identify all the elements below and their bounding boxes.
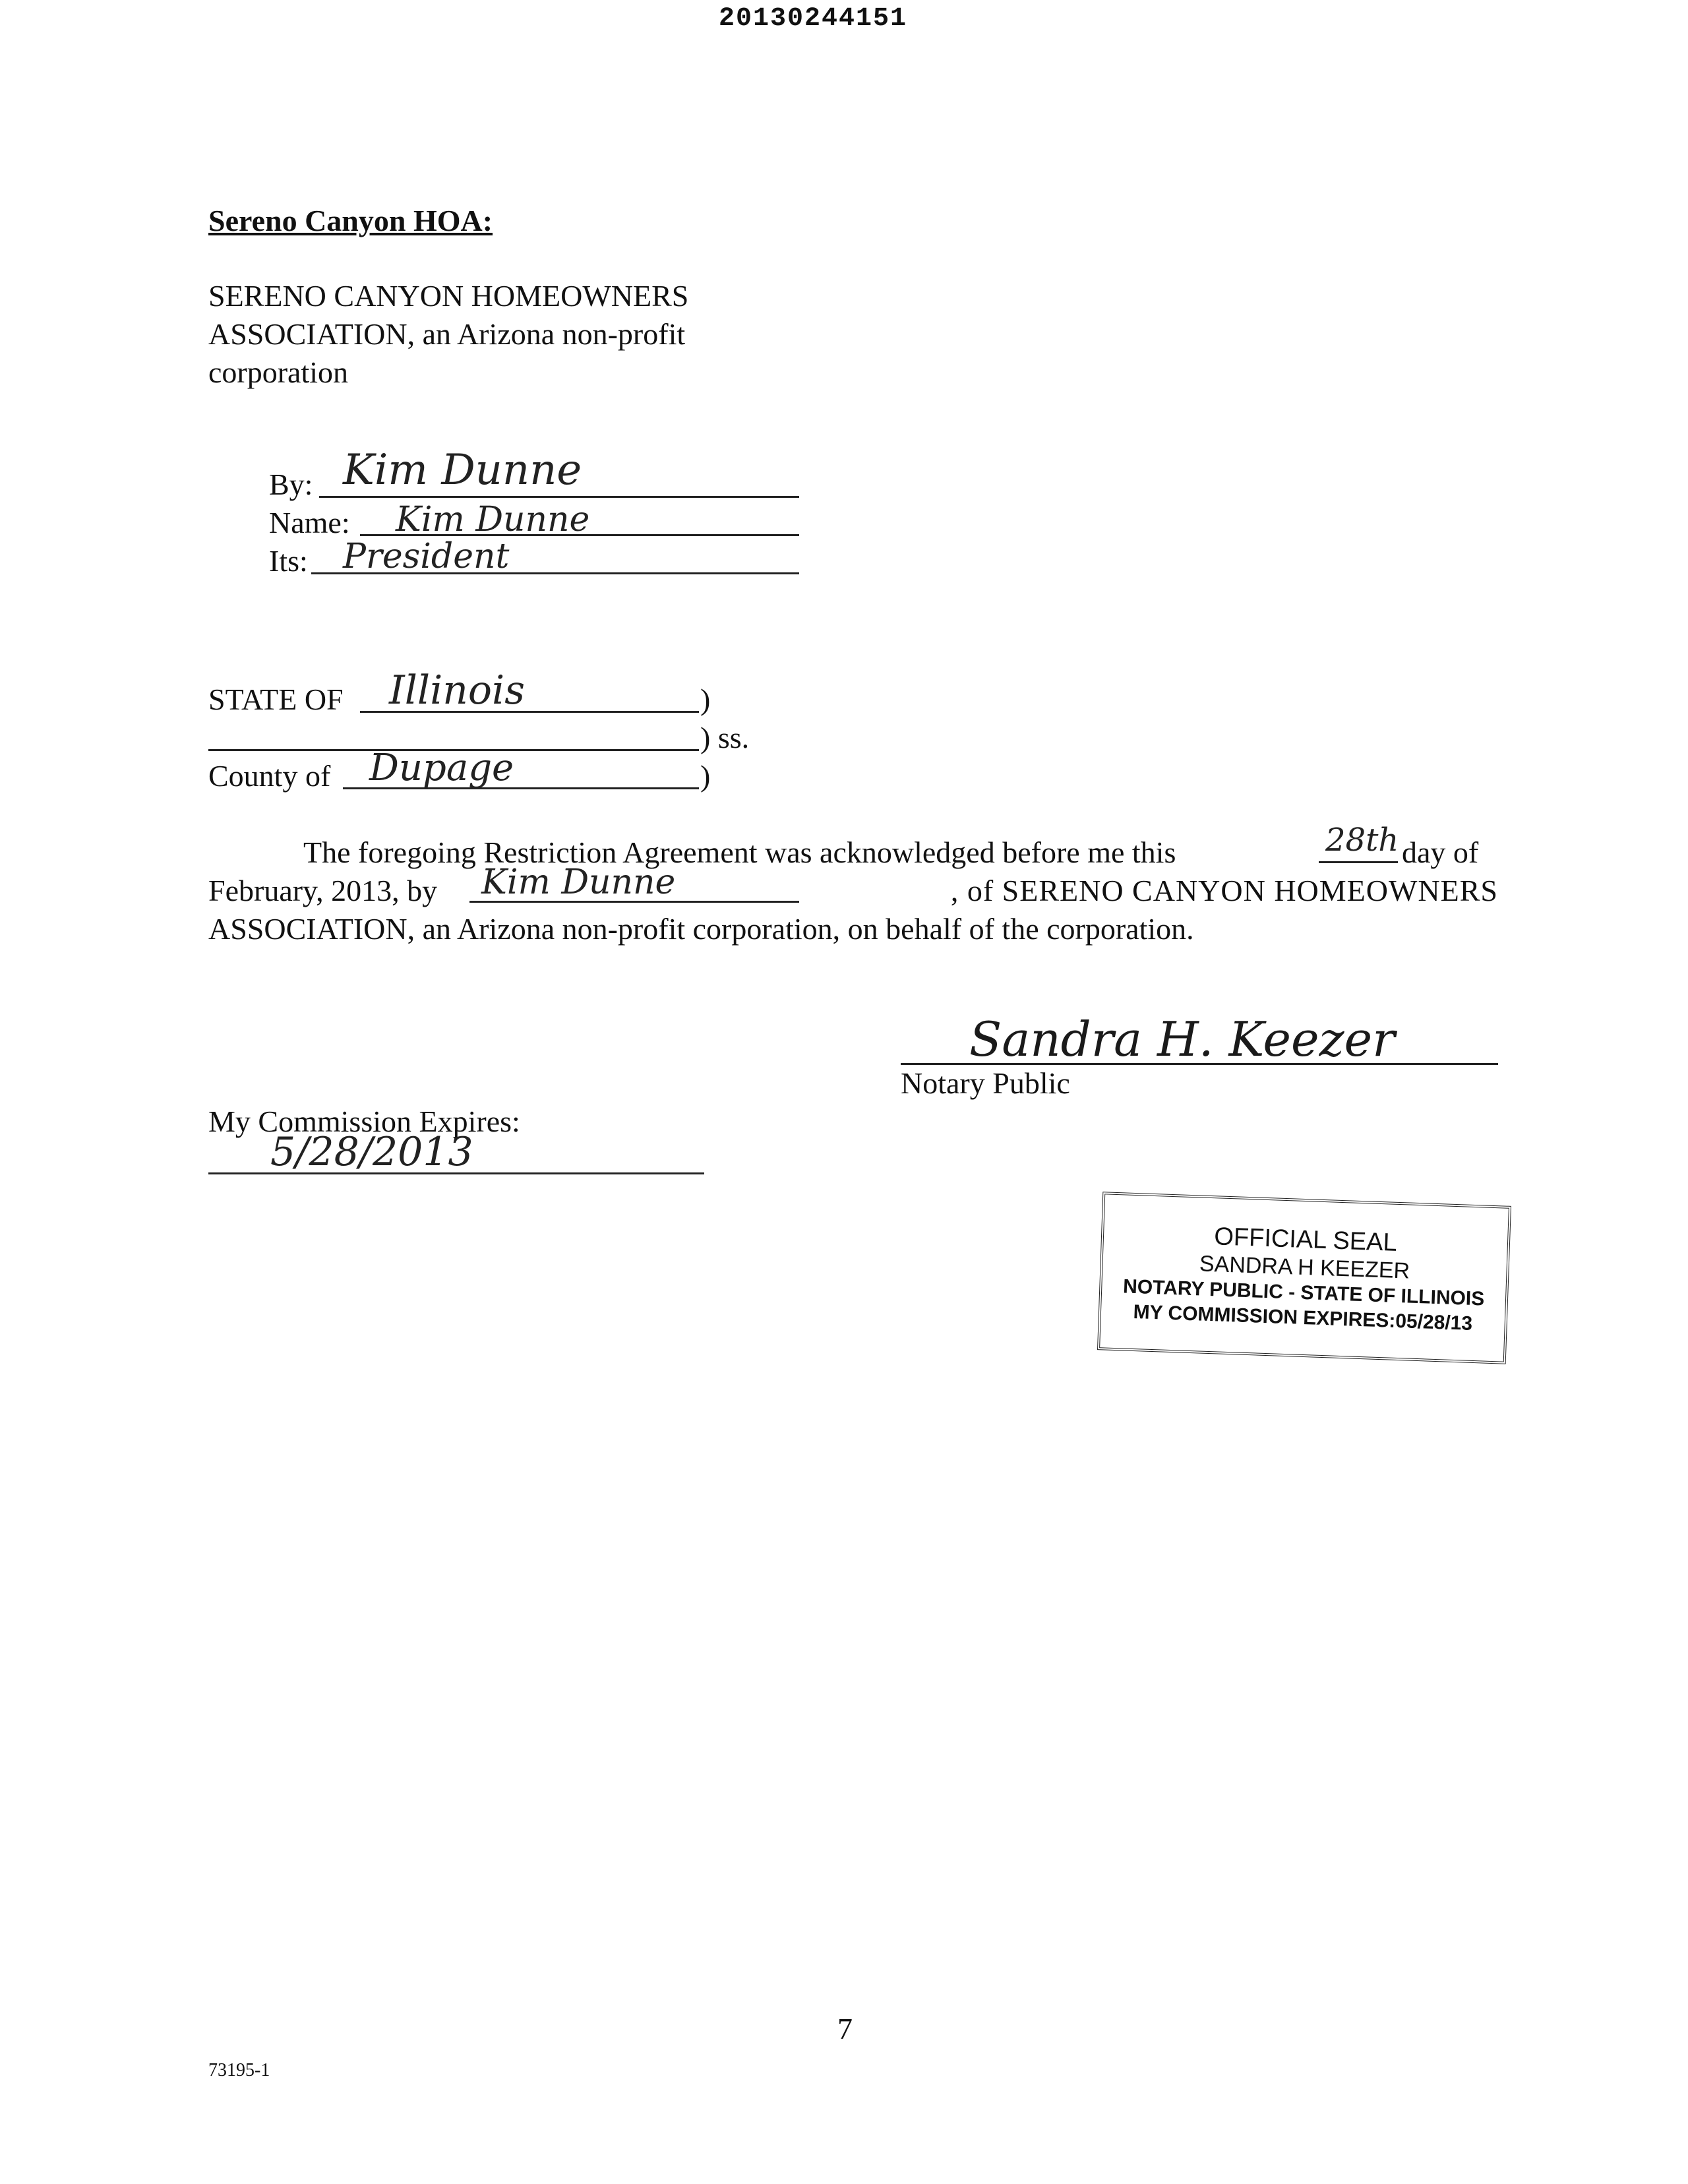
ack-text-5: ASSOCIATION, an Arizona non-profit corporation, on behalf of the corporation. [208, 912, 1194, 946]
state-label: STATE OF [208, 682, 344, 716]
ack-text-1: The foregoing Restriction Agreement was acknowledged before me this [303, 835, 1176, 869]
ack-text-4: , of SERENO CANYON HOMEOWNERS [950, 874, 1498, 907]
ack-text-2: day of [1402, 835, 1479, 869]
name-value: Kim Dunne [396, 500, 590, 539]
seal-line-4: MY COMMISSION EXPIRES:05/28/13 [1133, 1300, 1473, 1335]
its-label: Its: [269, 544, 308, 578]
section-heading: Sereno Canyon HOA: [208, 204, 493, 237]
state-line [360, 711, 699, 713]
party-line-1: SERENO CANYON HOMEOWNERS [208, 279, 689, 313]
notary-label: Notary Public [901, 1066, 1070, 1100]
county-paren: ) [700, 759, 711, 793]
ack-day-value: 28th [1325, 822, 1399, 859]
county-line [343, 787, 699, 789]
footer-code: 73195-1 [208, 2060, 270, 2080]
notary-signature: Sandra H. Keezer [969, 1012, 1395, 1067]
ack-text-3: February, 2013, by [208, 874, 438, 907]
its-line [311, 572, 799, 574]
page-number: 7 [837, 2012, 853, 2046]
by-signature: Kim Dunne [343, 446, 582, 495]
official-seal-stamp [1097, 1192, 1511, 1364]
county-value: Dupage [369, 746, 514, 789]
state-paren: ) [700, 682, 711, 716]
its-value: President [343, 537, 510, 576]
by-line [319, 496, 799, 498]
name-label: Name: [269, 506, 350, 539]
by-label: By: [269, 468, 313, 501]
ack-signer-value: Kim Dunne [481, 863, 676, 902]
state-value: Illinois [389, 667, 526, 713]
county-label: County of [208, 759, 331, 793]
name-line [360, 534, 799, 536]
commission-line [208, 1172, 704, 1174]
seal-line-2: SANDRA H KEEZER [1199, 1251, 1410, 1284]
party-description [208, 277, 802, 392]
ss-label: ) ss. [700, 721, 750, 754]
document-number: 20130244151 [719, 4, 908, 34]
party-line-3: corporation [208, 355, 349, 389]
seal-line-1: OFFICIAL SEAL [1213, 1223, 1398, 1257]
seal-line-3: NOTARY PUBLIC - STATE OF ILLINOIS [1122, 1275, 1485, 1310]
day-line [1319, 861, 1398, 863]
signer-line [469, 901, 799, 903]
party-line-2: ASSOCIATION, an Arizona non-profit [208, 317, 686, 351]
commission-label: My Commission Expires: [208, 1105, 520, 1138]
commission-value: 5/28/2013 [270, 1129, 473, 1175]
